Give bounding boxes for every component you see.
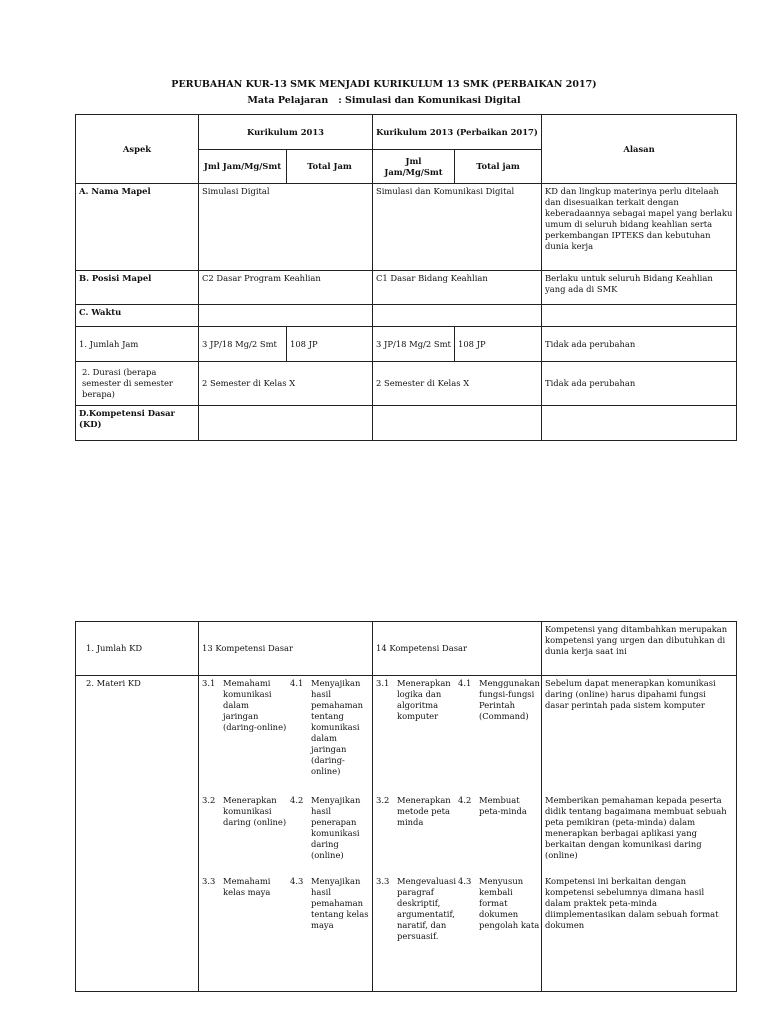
row-nama-mapel-label: A. Nama Mapel bbox=[76, 184, 199, 271]
subject-label: Mata Pelajaran bbox=[247, 95, 329, 106]
header-alasan: Alasan bbox=[542, 115, 737, 184]
row-waktu-2013 bbox=[199, 305, 373, 327]
kd-number: 4.1 bbox=[290, 678, 304, 688]
row-jumlah-jam-jml-2013: 3 JP/18 Mg/2 Smt bbox=[199, 327, 287, 362]
kd-number: 4.3 bbox=[290, 876, 304, 886]
row-durasi-label: 2. Durasi (berapa semester di semester berapa) bbox=[76, 362, 199, 406]
kd-text: Menyajikan hasil pemahaman tentang komunikasi dalam jaringan (daring-online) bbox=[311, 678, 363, 776]
materi-kd-2013 bbox=[199, 676, 373, 992]
row-posisi-2013: C2 Dasar Program Keahlian bbox=[199, 271, 373, 305]
row-waktu-alasan bbox=[542, 305, 737, 327]
row-jumlah-jam-total-2013: 108 JP bbox=[287, 327, 373, 362]
row-jumlah-jam-jml-2017: 3 JP/18 Mg/2 Smt bbox=[373, 327, 455, 362]
kd-number: 4.1 bbox=[458, 678, 472, 688]
header-jml-2013: Jml Jam/Mg/Smt bbox=[199, 150, 287, 184]
kd-number: 4.2 bbox=[290, 795, 304, 805]
subject-value: : Simulasi dan Komunikasi Digital bbox=[338, 95, 521, 106]
row-durasi-alasan: Tidak ada perubahan bbox=[542, 362, 737, 406]
kd-text: Menerapkan komunikasi daring (online) bbox=[223, 795, 287, 827]
kd-text: Menggunakan fungsi-fungsi Perintah (Command) bbox=[479, 678, 540, 721]
kd-number: 3.1 bbox=[376, 678, 390, 688]
materi-kd-alasan bbox=[542, 676, 737, 992]
row-jumlah-kd-2013: 13 Kompetensi Dasar bbox=[199, 622, 373, 676]
row-kd-label: D.Kompetensi Dasar (KD) bbox=[76, 406, 199, 441]
row-waktu-2017 bbox=[373, 305, 542, 327]
row-jumlah-kd-2017: 14 Kompetensi Dasar bbox=[373, 622, 542, 676]
row-durasi-2017: 2 Semester di Kelas X bbox=[373, 362, 542, 406]
kd-text: Menerapkan metode peta minda bbox=[397, 795, 451, 827]
kd-text: Menerapkan logika dan algoritma komputer bbox=[397, 678, 451, 721]
subject-line bbox=[0, 95, 768, 106]
row-posisi-alasan: Berlaku untuk seluruh Bidang Keahlian yang ada di SMK bbox=[542, 271, 737, 305]
alasan-2: Memberikan pemahaman kepada peserta didik tentang bagaimana membuat sebuah peta pemikiran (peta-minda) dalam menerapkan berbagai aplikasi yang berkaitan dengan komunikasi daring (online) bbox=[545, 795, 727, 860]
row-kd-2013 bbox=[199, 406, 373, 441]
header-total-2017: Total jam bbox=[455, 150, 542, 184]
row-jumlah-kd-label: 1. Jumlah KD bbox=[76, 622, 199, 676]
comparison-table bbox=[75, 114, 737, 441]
row-kd-2017 bbox=[373, 406, 542, 441]
header-aspek: Aspek bbox=[76, 115, 199, 184]
header-total-2013: Total Jam bbox=[287, 150, 373, 184]
row-nama-mapel-alasan: KD dan lingkup materinya perlu ditelaah dan disesuaikan terkait dengan keberadaannya sebagai mapel yang berlaku umum di seluruh bidang keahlian serta perkembangan IPTEKS dan kebutuhan dunia kerja bbox=[542, 184, 737, 271]
document-title: PERUBAHAN KUR-13 SMK MENJADI KURIKULUM 13 SMK (PERBAIKAN 2017) bbox=[171, 79, 597, 90]
header-kurikulum-2013: Kurikulum 2013 bbox=[199, 115, 373, 150]
kd-text: Mengevaluasi paragraf deskriptif, argumentatif, naratif, dan persuasif. bbox=[397, 876, 457, 941]
kd-number: 3.3 bbox=[202, 876, 216, 886]
kd-text: Menyusun kembali format dokumen pengolah kata bbox=[479, 876, 540, 930]
kd-number: 3.3 bbox=[376, 876, 390, 886]
kd-number: 3.2 bbox=[376, 795, 390, 805]
header-kurikulum-2017: Kurikulum 2013 (Perbaikan 2017) bbox=[373, 115, 542, 150]
kd-text: Menyajikan hasil pemahaman tentang kelas maya bbox=[311, 876, 369, 930]
row-jumlah-jam-label: 1. Jumlah Jam bbox=[76, 327, 199, 362]
row-jumlah-jam-total-2017: 108 JP bbox=[455, 327, 542, 362]
row-posisi-label: B. Posisi Mapel bbox=[76, 271, 199, 305]
kd-number: 4.3 bbox=[458, 876, 472, 886]
row-nama-mapel-2017: Simulasi dan Komunikasi Digital bbox=[373, 184, 542, 271]
row-waktu-label: C. Waktu bbox=[76, 305, 199, 327]
row-jumlah-kd-alasan: Kompetensi yang ditambahkan merupakan kompetensi yang urgen dan dibutuhkan di dunia kerja saat ini bbox=[542, 622, 737, 676]
kd-number: 4.2 bbox=[458, 795, 472, 805]
kd-table bbox=[75, 621, 737, 992]
materi-kd-2017 bbox=[373, 676, 542, 992]
kd-text: Menyajikan hasil penerapan komunikasi daring (online) bbox=[311, 795, 361, 860]
row-posisi-2017: C1 Dasar Bidang Keahlian bbox=[373, 271, 542, 305]
kd-text: Memahami komunikasi dalam jaringan (daring-online) bbox=[223, 678, 287, 732]
row-jumlah-jam-alasan: Tidak ada perubahan bbox=[542, 327, 737, 362]
alasan-1: Sebelum dapat menerapkan komunikasi daring (online) harus dipahami fungsi dasar perintah pada sistem komputer bbox=[545, 678, 716, 710]
row-durasi-2013: 2 Semester di Kelas X bbox=[199, 362, 373, 406]
kd-number: 3.1 bbox=[202, 678, 216, 688]
kd-text: Memahami kelas maya bbox=[223, 876, 271, 897]
kd-text: Membuat peta-minda bbox=[479, 795, 527, 816]
row-materi-kd-label: 2. Materi KD bbox=[76, 676, 199, 992]
kd-number: 3.2 bbox=[202, 795, 216, 805]
header-jml-2017: Jml Jam/Mg/Smt bbox=[373, 150, 455, 184]
alasan-3: Kompetensi ini berkaitan dengan kompetensi sebelumnya dimana hasil dalam praktek peta-minda diimplementasikan dalam sebuah format dokumen bbox=[545, 876, 719, 930]
row-kd-alasan bbox=[542, 406, 737, 441]
row-nama-mapel-2013: Simulasi Digital bbox=[199, 184, 373, 271]
